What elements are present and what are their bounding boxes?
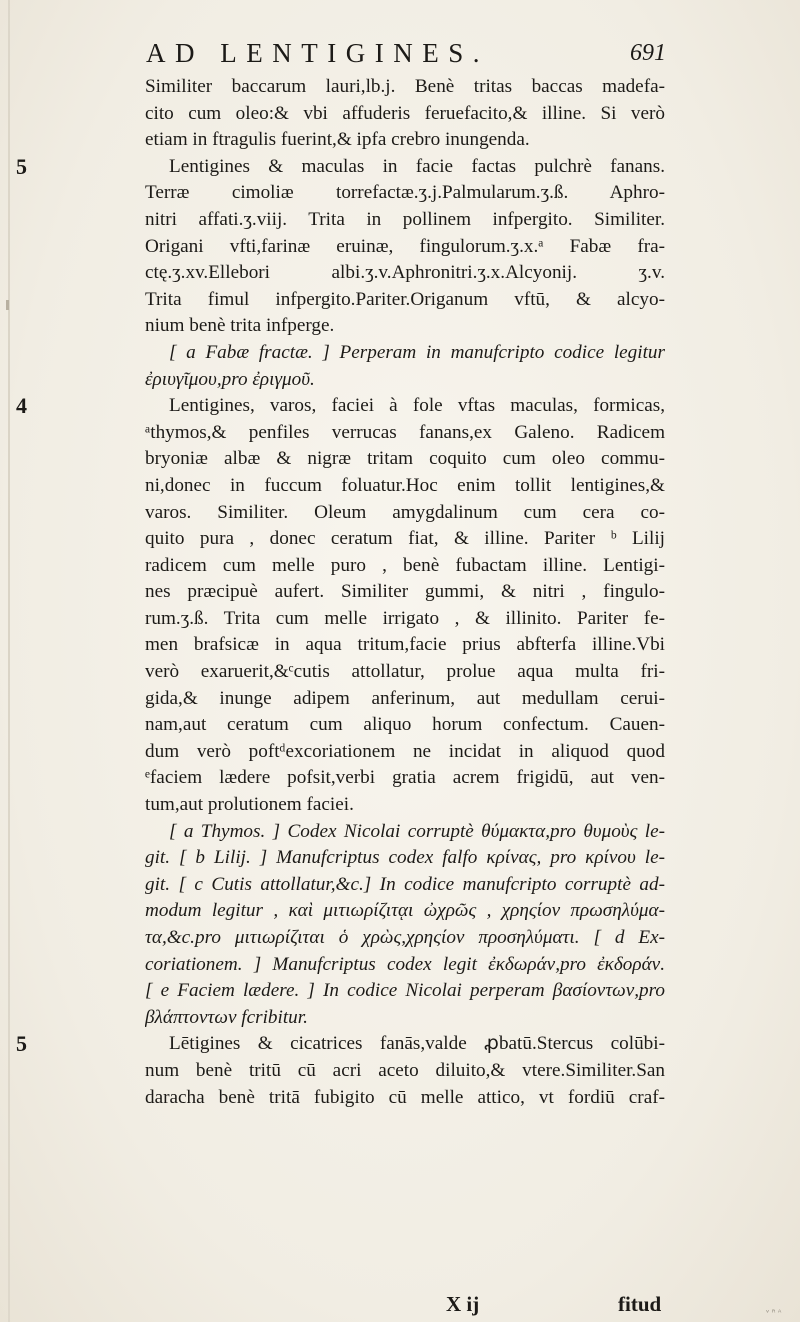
note-line: git. [ c Cutis attollatur,&c.] In codice manufcripto corruptè ad- bbox=[145, 873, 665, 895]
text-line: Trita fimul infpergito.Pariter.Origanum vftū, & alcyo- bbox=[145, 288, 665, 310]
text-line: dum verò poftᵈexcoriationem ne incidat in aliquod quod bbox=[145, 740, 665, 762]
text-line: nitri affati.ʒ.viij. Trita in pollinem infpergito. Similiter. bbox=[145, 208, 665, 230]
text-line: nes præcipuè aufert. Similiter gummi, & nitri , fingulo- bbox=[145, 581, 665, 603]
text-line: ctę.ʒ.xv.Ellebori albi.ʒ.v.Aphronitri.ʒ.x.Alcyonij. ʒ.v. bbox=[145, 262, 665, 284]
text-line: men brafsicæ in aqua tritum,facie prius abfterfa illine.Vbi bbox=[145, 634, 665, 656]
paragraph-letigines-cicatrices bbox=[16, 1031, 665, 1111]
text-line: Lētigines & cicatrices fanās,valde ꝓbatū.Stercus colūbi- bbox=[169, 1033, 665, 1055]
text-line: cito cum oleo:& vbi affuderis feruefacito,& illine. Si verò bbox=[145, 102, 665, 124]
gutter-line bbox=[8, 0, 10, 1322]
note-line: coriationem. ] Manufcriptus codex legit ἐκδωράν,pro ἐκδοράν. bbox=[145, 953, 665, 975]
catchword: fitud bbox=[618, 1292, 662, 1316]
text-line: tum,aut prolutionem faciei. bbox=[145, 794, 354, 816]
gutter-mark bbox=[6, 300, 9, 310]
page-header bbox=[146, 38, 666, 74]
paragraph-lentigines-maculas bbox=[16, 153, 665, 340]
note-line: [ e Faciem lædere. ] In codice Nicolai perperam βασίοντων,pro bbox=[145, 980, 665, 1002]
text-line: Lentigines, varos, faciei à fole vftas maculas, formicas, bbox=[169, 395, 665, 417]
note-line: [ a Thymos. ] Codex Nicolai corruptè θύμακτα,pro θυμοὺς le- bbox=[169, 820, 665, 842]
note-line: [ a Fabæ fractæ. ] Perperam in manufcripto codice legitur bbox=[169, 341, 665, 363]
text-line: num benè tritū cū acri aceto diluito,& vtere.Similiter.San bbox=[145, 1059, 665, 1081]
page-number: 691 bbox=[630, 40, 666, 66]
text-line: verò exaruerit,&ᶜcutis attollatur, prolue aqua multa fri- bbox=[145, 661, 665, 683]
running-head: AD LENTIGINES. bbox=[146, 38, 489, 68]
paragraph-lentigines-varos bbox=[16, 393, 665, 819]
paragraph-baccarum bbox=[145, 74, 665, 154]
note-line: τα,&c.pro μιτιωρίζιται ὁ χρὼς,χρηςίον προσηλύματι. [ d Ex- bbox=[145, 927, 665, 948]
text-line: ᵃthymos,& penfiles verrucas fanans,ex Galeno. Radicem bbox=[145, 421, 665, 443]
section-number: 5 bbox=[16, 1031, 27, 1057]
section-number: 4 bbox=[16, 393, 27, 419]
text-line: ni,donec in fuccum foluatur.Hoc enim tollit lentigines,& bbox=[145, 474, 665, 496]
note-line: git. [ b Lilij. ] Manufcriptus codex falfo κρίνας, pro κρίνου le- bbox=[145, 847, 665, 869]
text-line: quito pura , donec ceratum fiat, & illine. Pariter ᵇ Lilij bbox=[145, 528, 665, 550]
note-line: ἐριυγῖμου,pro ἐριγμοῦ. bbox=[145, 368, 315, 390]
text-line: nam,aut ceratum cum aliquo horum confectum. Cauen- bbox=[145, 714, 665, 736]
note-thymos bbox=[145, 819, 665, 1032]
text-line: nium benè trita infperge. bbox=[145, 315, 335, 337]
printer-mark: ᵛ ᴿ ᴬ bbox=[766, 1308, 782, 1317]
text-block bbox=[16, 74, 665, 1111]
text-line: rum.ʒ.ß. Trita cum melle irrigato , & illinito. Pariter fe- bbox=[145, 607, 665, 629]
text-line: Lentigines & maculas in facie factas pulchrè fanans. bbox=[169, 155, 665, 177]
text-line: Terræ cimoliæ torrefactæ.ʒ.j.Palmularum.ʒ.ß. Aphro- bbox=[145, 182, 665, 204]
text-line: Similiter baccarum lauri,lb.j. Benè tritas baccas madefa- bbox=[145, 76, 665, 97]
section-number: 5 bbox=[16, 153, 27, 179]
text-line: Origani vfti,farinæ eruinæ, fingulorum.ʒ.x.ᵃ Fabæ fra- bbox=[145, 235, 665, 257]
note-line: modum legitur , καὶ μιτιωρίζιτᾳι ὠχρῶς , χρηςίον πρωσηλύμα- bbox=[145, 900, 665, 922]
text-line: radicem cum melle puro , benè fubactam illine. Lentigi- bbox=[145, 554, 665, 576]
text-line: daracha benè tritā fubigito cū melle attico, vt fordiū craf- bbox=[145, 1086, 665, 1108]
text-line: gida,& inunge adipem anferinum, aut medullam cerui- bbox=[145, 687, 665, 709]
signature-mark: X ij bbox=[446, 1292, 480, 1316]
note-line: βλάπτοντων fcribitur. bbox=[145, 1006, 308, 1028]
text-line: bryoniæ albæ & nigræ tritam coquito cum oleo commu- bbox=[145, 448, 665, 470]
text-line: ᵉfaciem lædere pofsit,verbi gratia acrem frigidū, aut ven- bbox=[145, 767, 665, 789]
text-line: etiam in ftragulis fuerint,& ipfa crebro inungenda. bbox=[145, 129, 530, 151]
note-fabae bbox=[145, 340, 665, 393]
text-line: varos. Similiter. Oleum amygdalinum cum cera co- bbox=[145, 501, 665, 523]
